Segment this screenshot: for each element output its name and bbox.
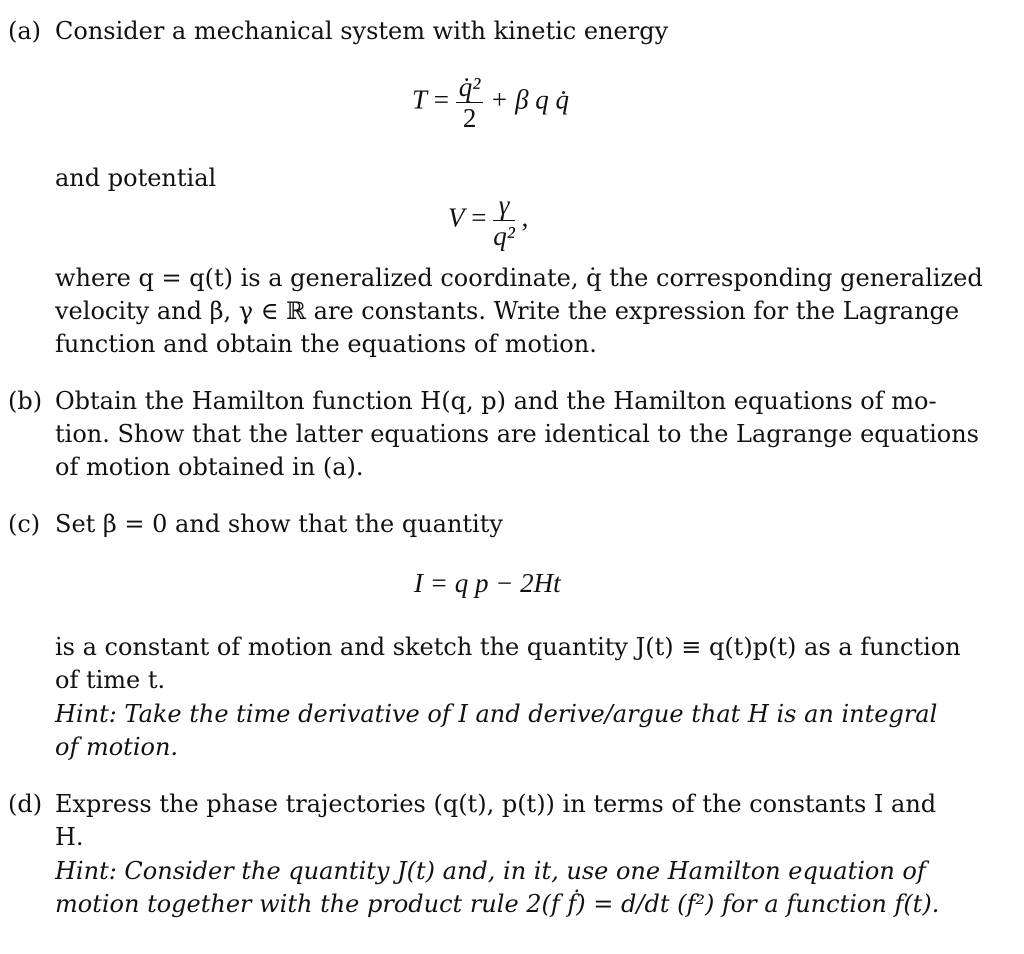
eq-t-equals: = bbox=[433, 84, 450, 115]
part-a-intro: Consider a mechanical system with kinetic energy bbox=[55, 17, 669, 45]
part-b-line-2: tion. Show that the latter equations are identical to the Lagrange equations bbox=[55, 420, 979, 448]
part-c-hint-line-1: Hint: Take the time derivative of I and derive/argue that H is an integral bbox=[55, 700, 938, 728]
part-b-line-1: Obtain the Hamilton function H(q, p) and the Hamilton equations of mo- bbox=[55, 387, 937, 415]
eq-v-equals: = bbox=[471, 202, 487, 233]
part-d-line-2: H. bbox=[55, 823, 84, 851]
constant-of-motion-equation: I = q p − 2Ht bbox=[414, 568, 561, 598]
part-c-hint-line-2: of motion. bbox=[55, 733, 179, 761]
part-b-label: (b) bbox=[8, 387, 43, 415]
eq-t-lhs: T bbox=[412, 84, 428, 115]
part-d-line-1: Express the phase trajectories (q(t), p(t)) in terms of the constants I and bbox=[55, 790, 937, 818]
eq-v-fraction bbox=[493, 190, 515, 251]
eq-v-numerator: γ bbox=[493, 190, 515, 221]
eq-t-numerator: q̇² bbox=[456, 72, 484, 103]
kinetic-energy-equation bbox=[412, 72, 569, 133]
eq-t-denominator: 2 bbox=[462, 103, 477, 133]
part-c-label: (c) bbox=[8, 510, 41, 538]
part-a-line-1: where q = q(t) is a generalized coordinate, q̇ the corresponding generalized bbox=[55, 264, 983, 292]
part-a-label: (a) bbox=[8, 17, 42, 45]
part-d-hint-line-1: Hint: Consider the quantity J(t) and, in it, use one Hamilton equation of bbox=[55, 857, 926, 885]
part-a-line-3: function and obtain the equations of motion. bbox=[55, 330, 597, 358]
part-c-intro: Set β = 0 and show that the quantity bbox=[55, 510, 503, 538]
part-c-line-2: of time t. bbox=[55, 666, 166, 694]
and-potential-text: and potential bbox=[55, 164, 217, 192]
part-b-line-3: of motion obtained in (a). bbox=[55, 453, 364, 481]
part-d-hint-line-2: motion together with the product rule 2(f ḟ) = d/dt (f²) for a function f(t). bbox=[55, 890, 940, 918]
potential-equation bbox=[448, 190, 528, 251]
part-d-label: (d) bbox=[8, 790, 43, 818]
eq-t-rest: + β q q̇ bbox=[490, 84, 570, 115]
part-c-line-1: is a constant of motion and sketch the quantity J(t) ≡ q(t)p(t) as a function bbox=[55, 633, 961, 661]
eq-t-fraction bbox=[456, 72, 484, 133]
eq-v-comma: , bbox=[521, 202, 529, 233]
eq-v-lhs: V bbox=[448, 202, 465, 233]
part-a-line-2: velocity and β, γ ∈ ℝ are constants. Write the expression for the Lagrange bbox=[55, 297, 960, 325]
eq-v-denominator: q² bbox=[493, 221, 515, 251]
